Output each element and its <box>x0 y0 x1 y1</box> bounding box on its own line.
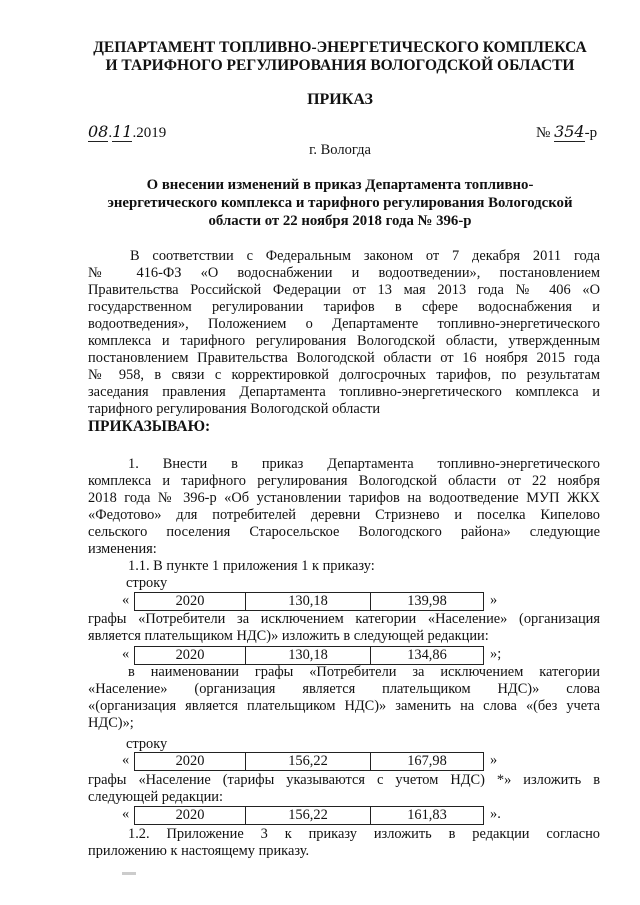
preamble-line: государственном регулировании тарифов в сфере водоснабжения и <box>88 299 600 315</box>
cell-value-1: 130,18 <box>246 593 371 611</box>
date-year: .2019 <box>132 125 167 141</box>
item1-line: «Федотово» для потребителей деревни Стризнево и поселка Кипелово <box>88 507 600 523</box>
cell-year: 2020 <box>135 647 246 665</box>
preamble-line: В соответствии с Федеральным законом от 7 декабря 2011 года <box>130 248 600 264</box>
cell-value-2: 161,83 <box>371 807 484 825</box>
tariff-row-table <box>134 646 484 665</box>
department-name-line-2: И ТАРИФНОГО РЕГУЛИРОВАНИЯ ВОЛОГОДСКОЙ ОБЛАСТИ <box>105 57 575 74</box>
cell-value-2: 139,98 <box>371 593 484 611</box>
city: г. Вологда <box>309 142 371 158</box>
number-prefix: № <box>536 125 551 141</box>
department-name-line-1: ДЕПАРТАМЕНТ ТОПЛИВНО-ЭНЕРГЕТИЧЕСКОГО КОМПЛЕКСА <box>93 39 587 56</box>
close-quote: »; <box>490 646 502 662</box>
item1-line: изменения: <box>88 541 157 557</box>
cell-year: 2020 <box>135 593 246 611</box>
date-month: 11 <box>112 122 133 141</box>
cell-year: 2020 <box>135 807 246 825</box>
open-quote: « <box>122 806 130 822</box>
preamble-line: комплекса и тарифного регулирования Вологодской области, утвержденным <box>88 333 600 349</box>
cell-value-1: 130,18 <box>246 647 371 665</box>
grafy1-line: является плательщиком НДС)» изложить в следующей редакции: <box>88 628 489 644</box>
tariff-row-table <box>134 592 484 611</box>
rename-line: НДС)»; <box>88 715 134 731</box>
preamble-line: № 416-ФЗ «О водоснабжении и водоотведении», постановлением <box>88 265 600 281</box>
tariff-row-table <box>134 806 484 825</box>
cell-year: 2020 <box>135 753 246 771</box>
preamble-line: заседания правления Департамента топливно-энергетического комплекса и <box>88 384 600 400</box>
preamble-line: постановлением Правительства Вологодской области от 16 ноября 2015 года <box>88 350 600 366</box>
cell-value-1: 156,22 <box>246 753 371 771</box>
close-quote: » <box>490 752 498 768</box>
preamble-line: № 958, в связи с корректировкой долгосрочных тарифов, по результатам <box>88 367 600 383</box>
open-quote: « <box>122 646 130 662</box>
date-day: 08 <box>88 122 109 141</box>
scan-artifact <box>122 872 136 875</box>
number-suffix: -р <box>584 125 598 141</box>
subject-line-1: О внесении изменений в приказ Департамента топливно- <box>146 177 534 193</box>
item1-line: 1. Внести в приказ Департамента топливно-энергетического <box>128 456 600 472</box>
open-quote: « <box>122 752 130 768</box>
item1-line: сельского поселения Старосельское Вологодского района» следующие <box>88 524 600 540</box>
open-quote: « <box>122 592 130 608</box>
item1-line: 2018 года № 396-р «Об установлении тарифов на водоотведение МУП ЖКХ <box>88 490 600 506</box>
rename-line: в наименовании графы «Потребители за исключением категории <box>128 664 600 680</box>
cell-value-2: 134,86 <box>371 647 484 665</box>
item1-1-heading: 1.1. В пункте 1 приложения 1 к приказу: <box>128 558 375 574</box>
cell-value-2: 167,98 <box>371 753 484 771</box>
cell-value-1: 156,22 <box>246 807 371 825</box>
grafy2-line: графы «Население (тарифы указываются с учетом НДС) *» изложить в <box>88 772 600 788</box>
preamble-line: тарифного регулирования Вологодской области <box>88 401 381 417</box>
number-value: 354 <box>554 122 585 141</box>
document-type: ПРИКАЗ <box>307 91 373 108</box>
subject-line-2: энергетического комплекса и тарифного регулирования Вологодской <box>107 195 573 211</box>
subject-line-3: области от 22 ноября 2018 года № 396-р <box>208 213 472 229</box>
close-quote: » <box>490 592 498 608</box>
preamble-line: Правительства Российской Федерации от 13 мая 2013 года № 406 «О <box>88 282 600 298</box>
preamble-line: водоотведения», Положением о Департаменте топливно-энергетического <box>88 316 600 332</box>
grafy1-line: графы «Потребители за исключением категории «Население» (организация <box>88 611 600 627</box>
tariff-row-table <box>134 752 484 771</box>
stroku-label: строку <box>126 575 168 591</box>
document-date: 08.11.2019 <box>88 122 167 141</box>
item1-2-line: приложению к настоящему приказу. <box>88 843 310 859</box>
close-quote: ». <box>490 806 501 822</box>
item1-2-line: 1.2. Приложение 3 к приказу изложить в редакции согласно <box>128 826 600 842</box>
document-number <box>536 122 597 142</box>
stroku-label: строку <box>126 736 168 752</box>
grafy2-line: следующей редакции: <box>88 789 223 805</box>
rename-line: «(организация является плательщиком НДС)» заменить на слова «(без учета <box>88 698 600 714</box>
rename-line: «Население» (организация является плательщиком НДС)» слова <box>88 681 600 697</box>
item1-line: комплекса и тарифного регулирования Вологодской области от 22 ноября <box>88 473 600 489</box>
order-word: ПРИКАЗЫВАЮ: <box>88 418 211 435</box>
